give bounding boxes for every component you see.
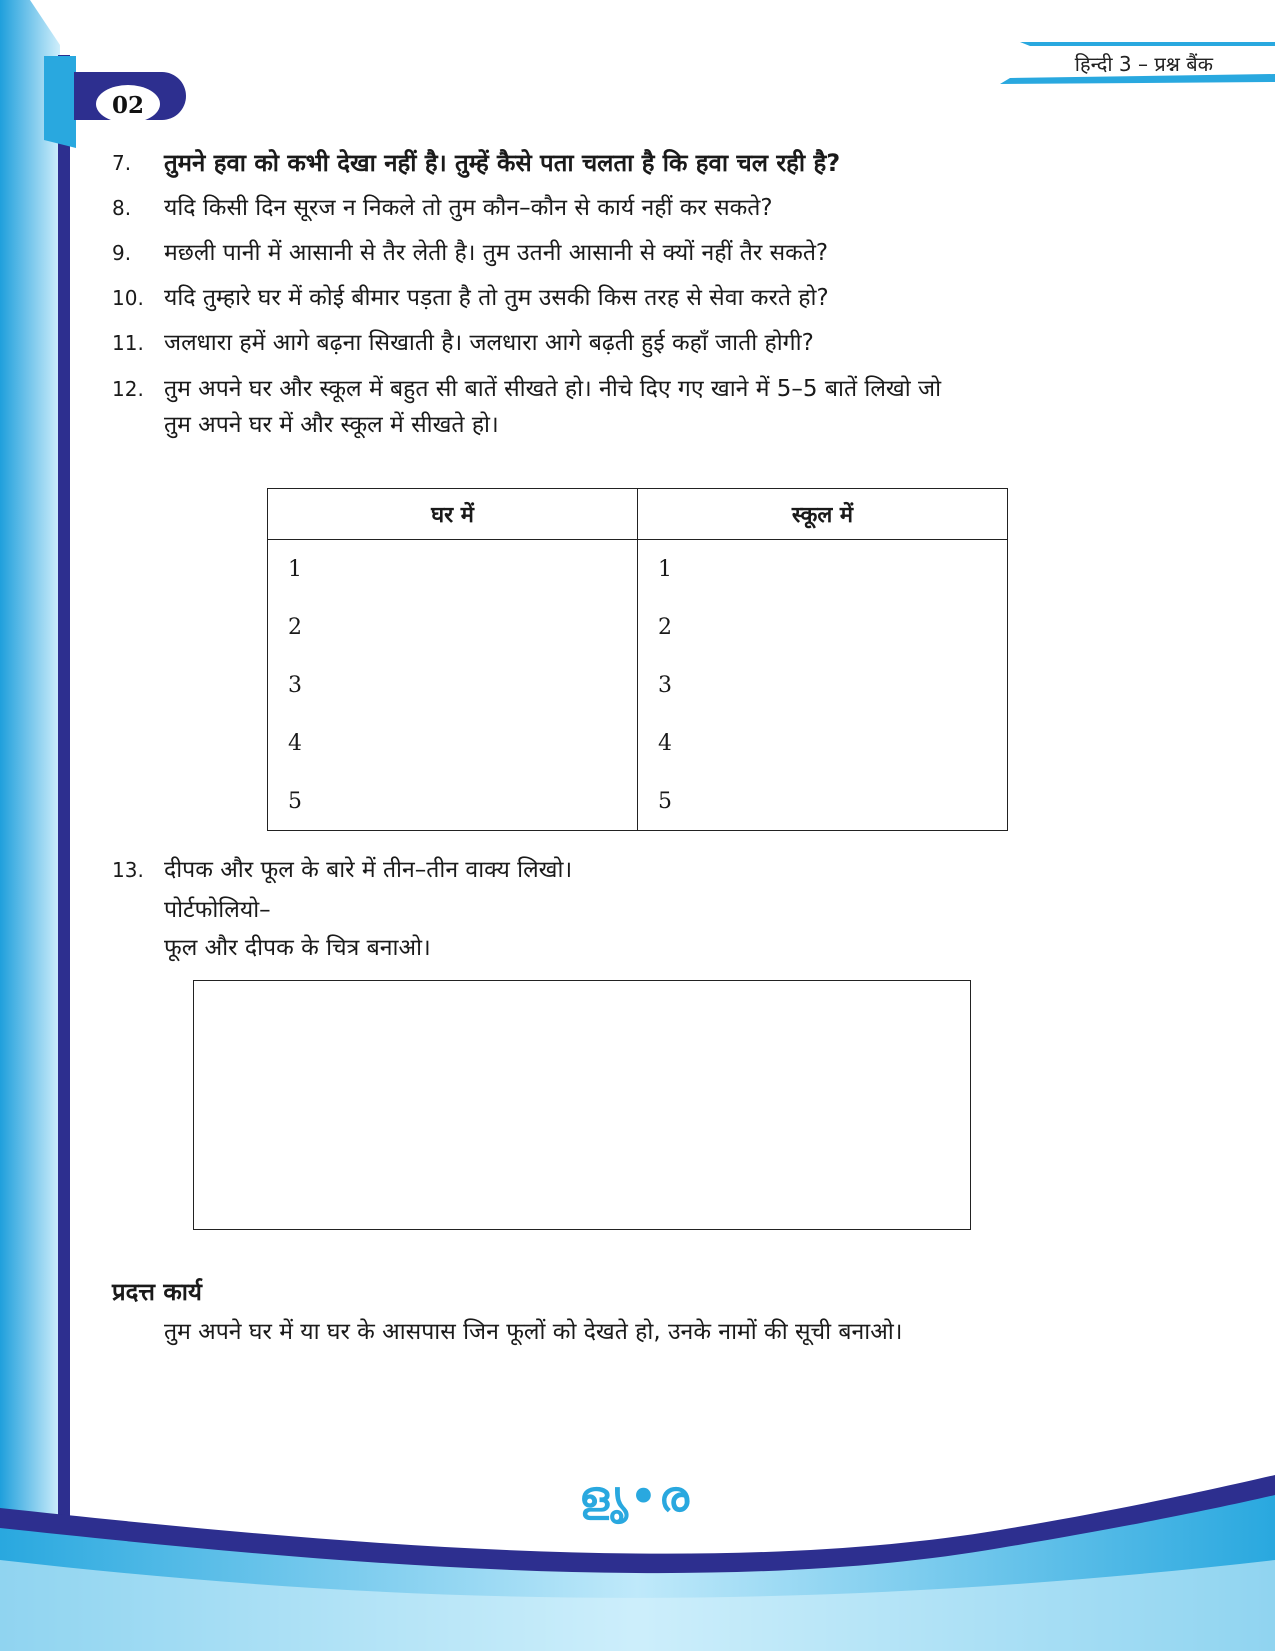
question-text-line1: तुम अपने घर और स्कूल में बहुत सी बातें सीखते हो। नीचे दिए गए खाने में 5–5 बातें लिखो जो [164,376,942,402]
footer-ornament: ളൃ•ര [579,1472,691,1521]
question-text: जलधारा हमें आगे बढ़ना सिखाती है। जलधारा आगे बढ़ती हुई कहाँ जाती होगी? [164,330,814,356]
table-cell: 5 [268,772,638,831]
portfolio-label: पोर्टफोलियो– [164,897,271,923]
question-number: 10. [112,286,144,310]
table-row [268,540,1008,599]
table-header-school: स्कूल में [638,489,1008,540]
question-number: 7. [112,151,132,175]
question-text: तुमने हवा को कभी देखा नहीं है। तुम्हें कैसे पता चलता है कि हवा चल रही है? [164,149,841,177]
assignment-heading: प्रदत्त कार्य [112,1278,202,1306]
table-cell: 2 [268,598,638,656]
page-number-badge: 02 [111,91,144,119]
question-number: 8. [112,196,132,220]
table-cell: 3 [268,656,638,714]
question-text: मछली पानी में आसानी से तैर लेती है। तुम उतनी आसानी से क्यों नहीं तैर सकते? [164,240,829,266]
table-cell: 4 [268,714,638,772]
question-text: दीपक और फूल के बारे में तीन–तीन वाक्य लिखो। [164,857,573,883]
drawing-box[interactable] [193,980,971,1230]
table-row [268,714,1008,772]
header-title: हिन्दी 3 – प्रश्न बैंक [1074,52,1213,76]
assignment-text: तुम अपने घर में या घर के आसपास जिन फूलों को देखते हो, उनके नामों की सूची बनाओ। [164,1319,903,1345]
table-header-home: घर में [268,489,638,540]
question-number: 9. [112,241,132,265]
question-text-line2: तुम अपने घर में और स्कूल में सीखते हो। [164,412,499,438]
table-cell: 1 [268,540,638,599]
portfolio-instruction: फूल और दीपक के चित्र बनाओ। [164,935,431,961]
table-row [268,598,1008,656]
question-number: 12. [112,377,144,401]
table-cell: 5 [638,772,1008,831]
table-row [268,772,1008,831]
table-cell: 1 [638,540,1008,599]
question-number: 13. [112,858,144,882]
table-cell: 3 [638,656,1008,714]
question-number: 11. [112,331,144,355]
home-school-table [267,488,1008,831]
table-cell: 4 [638,714,1008,772]
question-text: यदि किसी दिन सूरज न निकले तो तुम कौन–कौन से कार्य नहीं कर सकते? [164,195,773,221]
table-cell: 2 [638,598,1008,656]
question-text: यदि तुम्हारे घर में कोई बीमार पड़ता है तो तुम उसकी किस तरह से सेवा करते हो? [164,285,829,311]
table-row [268,656,1008,714]
